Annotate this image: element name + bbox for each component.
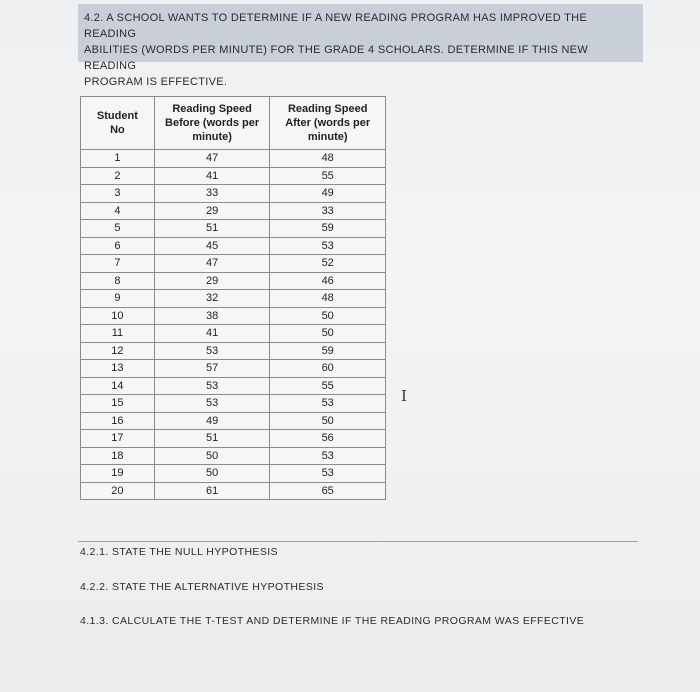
before-speed-cell: 32 <box>154 290 270 308</box>
table-row <box>81 395 386 413</box>
after-speed-cell: 55 <box>270 377 386 395</box>
table-row <box>81 377 386 395</box>
table-row <box>81 290 386 308</box>
table-row <box>81 220 386 238</box>
before-speed-cell: 51 <box>154 220 270 238</box>
student-no-cell: 5 <box>81 220 155 238</box>
after-speed-cell: 50 <box>270 325 386 343</box>
table-row <box>81 482 386 500</box>
before-speed-cell: 57 <box>154 360 270 378</box>
student-no-cell: 11 <box>81 325 155 343</box>
table-body <box>81 150 386 500</box>
before-speed-cell: 50 <box>154 447 270 465</box>
before-speed-cell: 53 <box>154 395 270 413</box>
table-header-row <box>81 97 386 150</box>
student-no-cell: 16 <box>81 412 155 430</box>
before-speed-cell: 47 <box>154 150 270 168</box>
table-row <box>81 272 386 290</box>
header-reading-speed-after: Reading Speed After (words per minute) <box>270 97 386 150</box>
header-reading-speed-before: Reading Speed Before (words per minute) <box>154 97 270 150</box>
after-speed-cell: 48 <box>270 150 386 168</box>
header-student-no: Student No <box>81 97 155 150</box>
after-speed-cell: 33 <box>270 202 386 220</box>
question-line: 4.2. A SCHOOL WANTS TO DETERMINE IF A NEW READING PROGRAM HAS IMPROVED THE READING <box>84 12 588 40</box>
question-banner <box>78 4 643 88</box>
before-speed-cell: 51 <box>154 430 270 448</box>
after-speed-cell: 48 <box>270 290 386 308</box>
text-cursor-icon: I <box>401 387 407 405</box>
table-row <box>81 307 386 325</box>
after-speed-cell: 56 <box>270 430 386 448</box>
student-no-cell: 9 <box>81 290 155 308</box>
student-no-cell: 3 <box>81 185 155 203</box>
student-no-cell: 12 <box>81 342 155 360</box>
before-speed-cell: 41 <box>154 167 270 185</box>
table-row <box>81 325 386 343</box>
after-speed-cell: 65 <box>270 482 386 500</box>
after-speed-cell: 46 <box>270 272 386 290</box>
question-line: ABILITIES (WORDS PER MINUTE) FOR THE GRADE 4 SCHOLARS. DETERMINE IF THIS NEW READING <box>84 44 589 72</box>
subquestion-null-hypothesis: 4.2.1. STATE THE NULL HYPOTHESIS <box>80 546 278 558</box>
student-no-cell: 1 <box>81 150 155 168</box>
before-speed-cell: 38 <box>154 307 270 325</box>
subquestion-alternative-hypothesis: 4.2.2. STATE THE ALTERNATIVE HYPOTHESIS <box>80 581 324 593</box>
table-row <box>81 447 386 465</box>
table-row <box>81 237 386 255</box>
student-no-cell: 6 <box>81 237 155 255</box>
before-speed-cell: 29 <box>154 272 270 290</box>
student-no-cell: 20 <box>81 482 155 500</box>
table-row <box>81 150 386 168</box>
table-row <box>81 255 386 273</box>
before-speed-cell: 41 <box>154 325 270 343</box>
after-speed-cell: 53 <box>270 237 386 255</box>
after-speed-cell: 59 <box>270 220 386 238</box>
before-speed-cell: 49 <box>154 412 270 430</box>
after-speed-cell: 53 <box>270 395 386 413</box>
student-no-cell: 2 <box>81 167 155 185</box>
student-no-cell: 14 <box>81 377 155 395</box>
section-divider <box>78 541 638 542</box>
before-speed-cell: 61 <box>154 482 270 500</box>
after-speed-cell: 52 <box>270 255 386 273</box>
after-speed-cell: 55 <box>270 167 386 185</box>
table-row <box>81 342 386 360</box>
student-no-cell: 15 <box>81 395 155 413</box>
student-no-cell: 18 <box>81 447 155 465</box>
table-row <box>81 465 386 483</box>
table-row <box>81 412 386 430</box>
table-row <box>81 185 386 203</box>
after-speed-cell: 60 <box>270 360 386 378</box>
table-row <box>81 167 386 185</box>
student-no-cell: 13 <box>81 360 155 378</box>
question-line: PROGRAM IS EFFECTIVE. <box>84 76 228 88</box>
after-speed-cell: 50 <box>270 307 386 325</box>
after-speed-cell: 49 <box>270 185 386 203</box>
reading-speed-table <box>80 96 386 500</box>
before-speed-cell: 53 <box>154 377 270 395</box>
student-no-cell: 7 <box>81 255 155 273</box>
subquestion-t-test: 4.1.3. CALCULATE THE T-TEST AND DETERMINE IF THE READING PROGRAM WAS EFFECTIVE <box>80 615 585 627</box>
before-speed-cell: 50 <box>154 465 270 483</box>
student-no-cell: 10 <box>81 307 155 325</box>
table-row <box>81 430 386 448</box>
student-no-cell: 17 <box>81 430 155 448</box>
student-no-cell: 19 <box>81 465 155 483</box>
student-no-cell: 8 <box>81 272 155 290</box>
before-speed-cell: 47 <box>154 255 270 273</box>
after-speed-cell: 53 <box>270 465 386 483</box>
before-speed-cell: 53 <box>154 342 270 360</box>
before-speed-cell: 33 <box>154 185 270 203</box>
after-speed-cell: 53 <box>270 447 386 465</box>
before-speed-cell: 45 <box>154 237 270 255</box>
after-speed-cell: 50 <box>270 412 386 430</box>
table-row <box>81 202 386 220</box>
student-no-cell: 4 <box>81 202 155 220</box>
after-speed-cell: 59 <box>270 342 386 360</box>
table-row <box>81 360 386 378</box>
before-speed-cell: 29 <box>154 202 270 220</box>
